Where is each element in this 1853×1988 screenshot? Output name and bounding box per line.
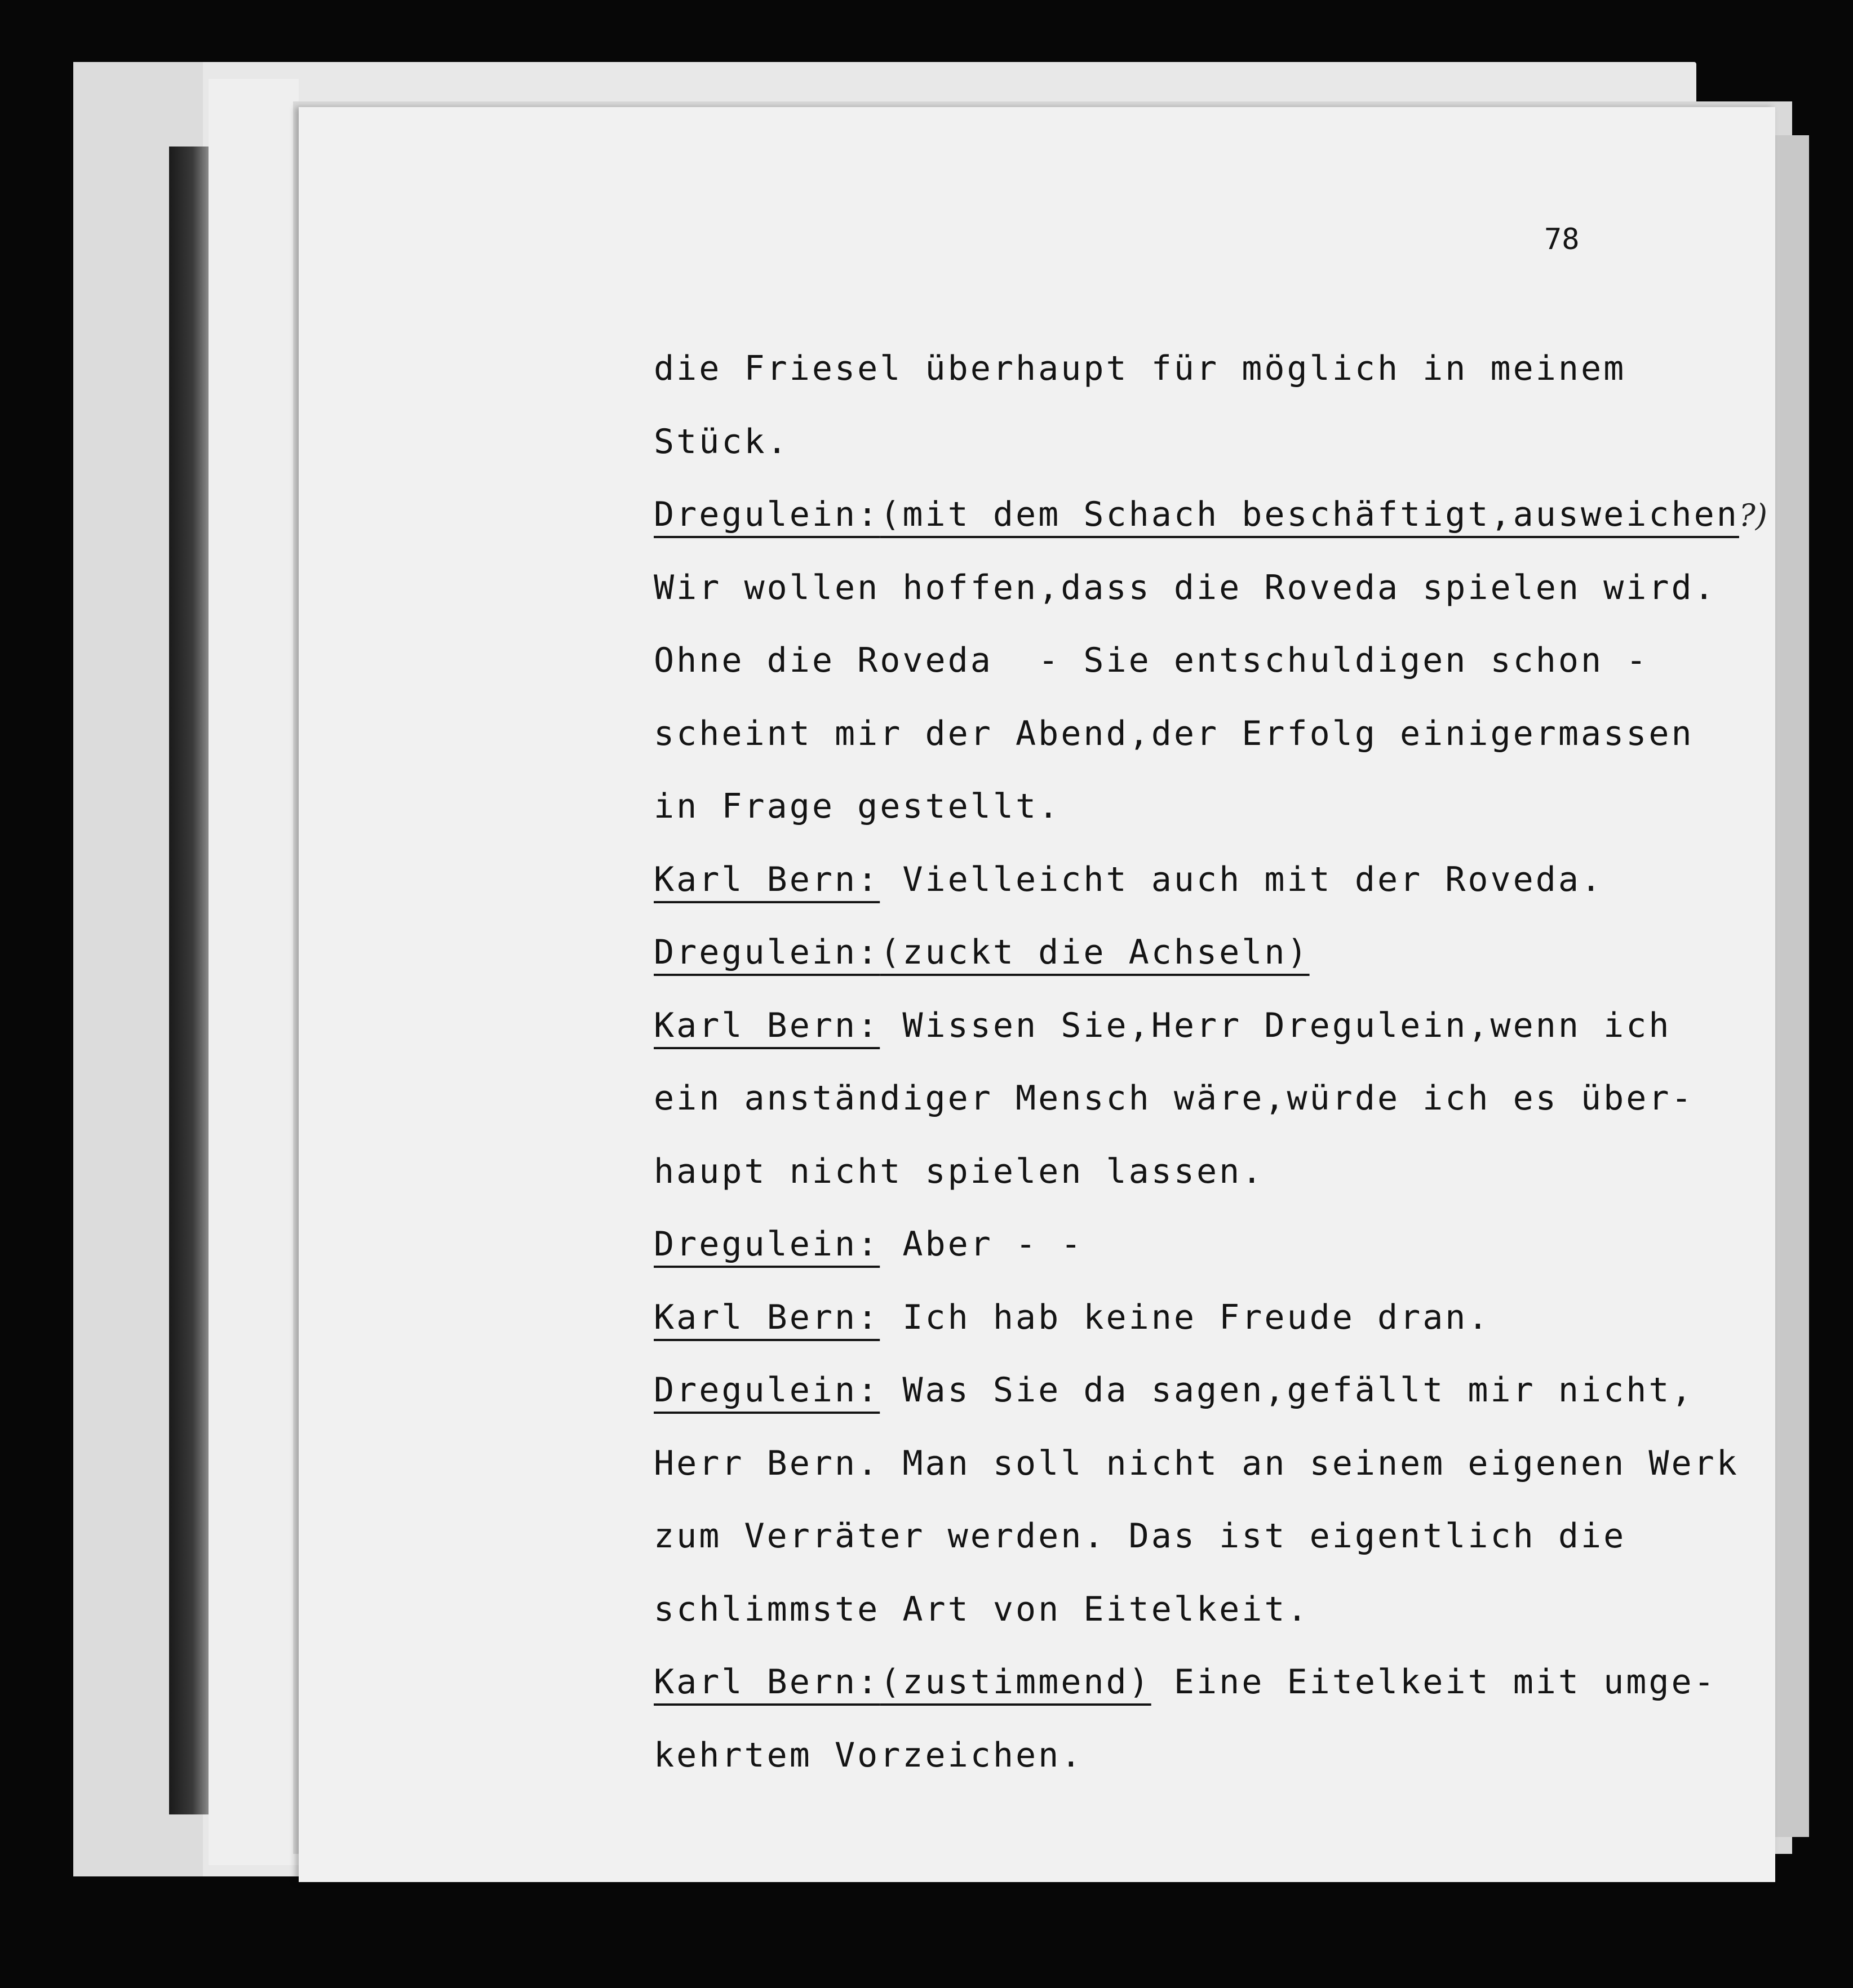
line-text: Aber - - <box>880 1224 1084 1264</box>
line-text: Ich hab keine Freude dran. <box>880 1297 1491 1337</box>
line-text: kehrtem Vorzeichen. <box>654 1735 1084 1775</box>
line-text: schlimmste Art von Eitelkeit. <box>654 1589 1310 1629</box>
text-line <box>654 1135 1767 1209</box>
text-line <box>654 552 1767 625</box>
line-text: Vielleicht auch mit der Roveda. <box>880 859 1604 899</box>
text-line <box>654 844 1767 917</box>
speaker-name: Karl Bern: <box>654 1297 880 1337</box>
line-text: die Friesel überhaupt für möglich in meinem <box>654 349 1626 388</box>
text-line <box>654 332 1767 406</box>
line-text: Eine Eitelkeit mit umge- <box>1151 1662 1717 1702</box>
text-line <box>654 1354 1767 1427</box>
line-text: Stück. <box>654 421 790 462</box>
text-line <box>654 1646 1767 1719</box>
line-text: Wir wollen hoffen,dass die Roveda spielen wird. <box>654 567 1717 607</box>
speaker-name: Karl Bern: <box>654 1662 880 1702</box>
underlying-sheet-edge <box>1770 135 1809 1837</box>
speaker-name: Dregulein: <box>654 933 880 972</box>
stage-direction: (zustimmend) <box>880 1662 1151 1702</box>
typescript-text <box>654 332 1767 1792</box>
line-text: Ohne die Roveda - Sie entschuldigen schon - <box>654 641 1649 680</box>
speaker-name: Dregulein: <box>654 1370 880 1410</box>
line-text: scheint mir der Abend,der Erfolg einigermassen <box>654 713 1694 753</box>
text-line <box>654 698 1767 771</box>
fold-shadow <box>169 147 209 1814</box>
line-text: ein anständiger Mensch wäre,würde ich es über- <box>654 1079 1694 1118</box>
speaker-name: Dregulein: <box>654 495 880 534</box>
line-text: Herr Bern. Man soll nicht an seinem eigenen Werk <box>654 1443 1739 1483</box>
text-line <box>654 989 1767 1063</box>
text-line <box>654 916 1767 989</box>
speaker-name: Dregulein: <box>654 1224 880 1264</box>
text-line <box>654 1500 1767 1573</box>
line-text: haupt nicht spielen lassen. <box>654 1151 1265 1191</box>
line-text: Wissen Sie,Herr Dregulein,wenn ich <box>880 1005 1672 1045</box>
text-line <box>654 624 1767 698</box>
text-line <box>654 1281 1767 1355</box>
text-line <box>654 406 1767 479</box>
text-line <box>654 1208 1767 1281</box>
line-text: zum Verräter werden. Das ist eigentlich die <box>654 1516 1626 1556</box>
typescript-page <box>299 107 1775 1882</box>
folded-paper-strip <box>209 79 299 1865</box>
line-text: Was Sie da sagen,gefällt mir nicht, <box>880 1370 1694 1410</box>
handwritten-mark: ?) <box>1739 498 1767 533</box>
text-line <box>654 1062 1767 1135</box>
stage-direction: (zuckt die Achseln) <box>880 933 1310 972</box>
page-number: 78 <box>1544 223 1580 256</box>
text-line <box>654 1573 1767 1647</box>
stage-direction: (mit dem Schach beschäftigt,ausweichen <box>880 495 1739 534</box>
line-text: in Frage gestellt. <box>654 787 1061 826</box>
speaker-name: Karl Bern: <box>654 1005 880 1045</box>
text-line <box>654 770 1767 844</box>
text-line <box>654 1427 1767 1501</box>
text-line <box>654 1719 1767 1792</box>
speaker-name: Karl Bern: <box>654 859 880 899</box>
text-line <box>654 478 1767 552</box>
